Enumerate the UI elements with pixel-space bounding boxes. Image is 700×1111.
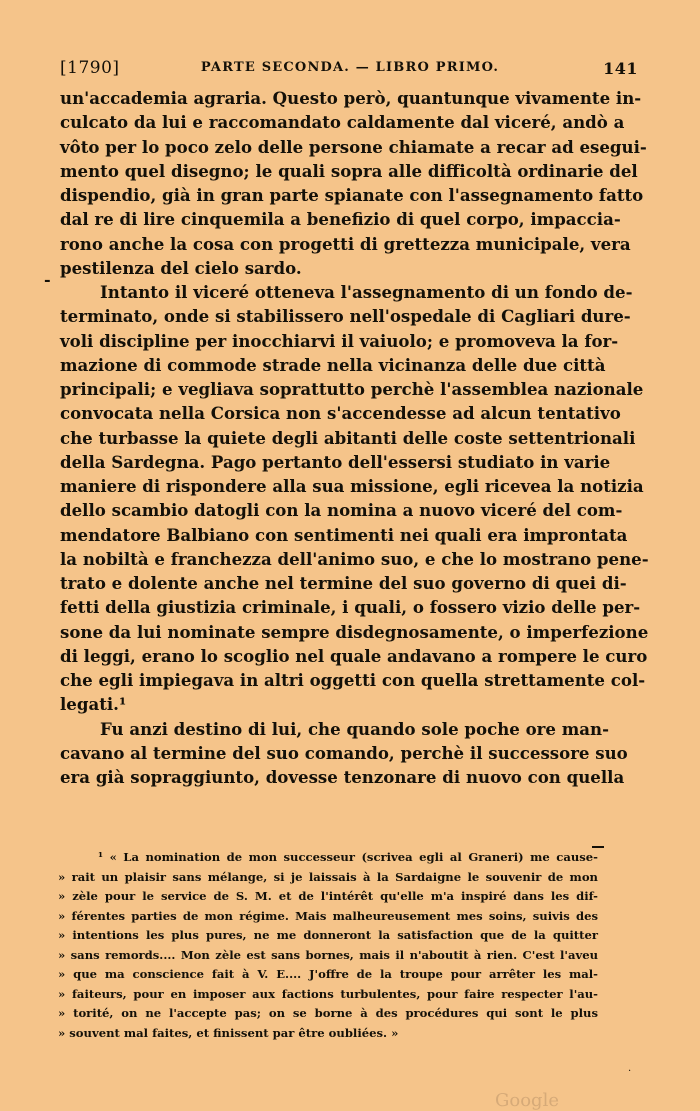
text-line: terminato, onde si stabilissero nell'ospedale di Cagliari dure- <box>60 306 631 327</box>
text-line: mento quel disegno; le quali sopra alle difficoltà ordinarie del <box>60 160 638 181</box>
text-line: rono anche la cosa con progetti di grettezza municipale, vera <box>60 233 631 254</box>
text-line: pestilenza del cielo sardo. <box>60 257 302 278</box>
text-line: un'accademia agraria. Questo però, quantunque vivamente in- <box>60 88 642 108</box>
text-line: dispendio, già in gran parte spianate con l'assegnamento fatto <box>60 185 644 205</box>
footnote-line: ¹ « La nomination de mon successeur (scrivea egli al Graneri) me cause- <box>98 850 598 864</box>
corner-mark: . <box>628 1063 632 1074</box>
text-line: fetti della giustizia criminale, i quali, o fossero vizio delle per- <box>60 597 641 618</box>
text-line: la nobiltà e franchezza dell'animo suo, e che lo mostrano pene- <box>60 548 649 569</box>
text-line: che egli impiegava in altri oggetti con quella strettamente col- <box>60 670 646 690</box>
text-line: sone da lui nominate sempre disdegnosamente, o imperfezione <box>60 621 649 642</box>
footnote-line: » férentes parties de mon régime. Mais malheureusement mes soins, suivis des <box>58 908 598 923</box>
text-line: convocata nella Corsica non s'accendesse ad alcun tentativo <box>60 403 621 424</box>
footnote-line: » intentions les plus pures, ne me donneront la satisfaction que de la quitter <box>58 928 598 942</box>
margin-mark: - <box>44 270 51 289</box>
text-line: vôto per lo poco zelo delle persone chiamate a recar ad esegui- <box>60 136 647 157</box>
footnote-line: » sans remords.... Mon zèle est sans bornes, mais il n'aboutit à rien. C'est l'aveu <box>58 947 598 962</box>
text-line: principali; e vegliava soprattutto perchè l'assemblea nazionale <box>60 379 644 399</box>
body-text <box>60 86 649 789</box>
text-line: di leggi, erano lo scoglio nel quale andavano a rompere le curo <box>60 645 648 666</box>
footnote-line: » torité, on ne l'accepte pas; on se borne à des procédures qui sont le plus <box>58 1006 598 1020</box>
text-line: legati.¹ <box>60 694 127 715</box>
text-line: maniere di rispondere alla sua missione, egli ricevea la notizia <box>60 476 644 496</box>
header-year: [1790] <box>60 58 120 78</box>
text-line: dello scambio datogli con la nomina a nuovo viceré del com- <box>60 500 623 521</box>
text-line: mazione di commode strade nella vicinanza delle due città <box>60 354 606 375</box>
text-line: culcato da lui e raccomandato caldamente dal viceré, andò a <box>60 112 625 133</box>
footnote-line: » que ma conscience fait à V. E.... J'offre de la troupe pour arrêter les mal- <box>58 967 598 981</box>
footnote-line: » rait un plaisir sans mélange, si je laissais à la Sardaigne le souvenir de mon <box>58 869 598 884</box>
text-line: era già sopraggiunto, dovesse tenzonare di nuovo con quella <box>60 767 625 787</box>
text-line: Fu anzi destino di lui, che quando sole poche ore man- <box>100 718 610 739</box>
text-line: voli discipline per inocchiarvi il vaiuolo; e promoveva la for- <box>60 330 619 351</box>
text-line: che turbasse la quiete degli abitanti delle coste settentrionali <box>60 427 636 448</box>
footnote-line: » souvent mal faites, et finissent par être oubliées. » <box>58 1025 399 1040</box>
text-line: della Sardegna. Pago pertanto dell'essersi studiato in varie <box>60 451 611 472</box>
page-number: 141 <box>603 59 638 78</box>
text-line: trato e dolente anche nel termine del suo governo di quei di- <box>60 573 627 593</box>
text-line: mendatore Balbiano con sentimenti nei quali era improntata <box>60 524 628 545</box>
text-line: dal re di lire cinquemila a benefizio di quel corpo, impaccia- <box>60 209 621 230</box>
text-line: Intanto il viceré otteneva l'assegnamento di un fondo de- <box>100 282 633 302</box>
text-line: cavano al termine del suo comando, perchè il successore suo <box>60 742 628 763</box>
header-title: PARTE SECONDA. — LIBRO PRIMO. <box>200 60 500 75</box>
footnote-line: » zèle pour le service de S. M. et de l'intérêt qu'elle m'a inspiré dans les dif- <box>58 889 598 903</box>
watermark: Google <box>495 1090 559 1111</box>
footnote-line: » faiteurs, pour en imposer aux factions turbulentes, pour faire respecter l'au- <box>58 986 598 1001</box>
footnotes <box>58 848 598 1043</box>
running-head <box>60 56 640 84</box>
